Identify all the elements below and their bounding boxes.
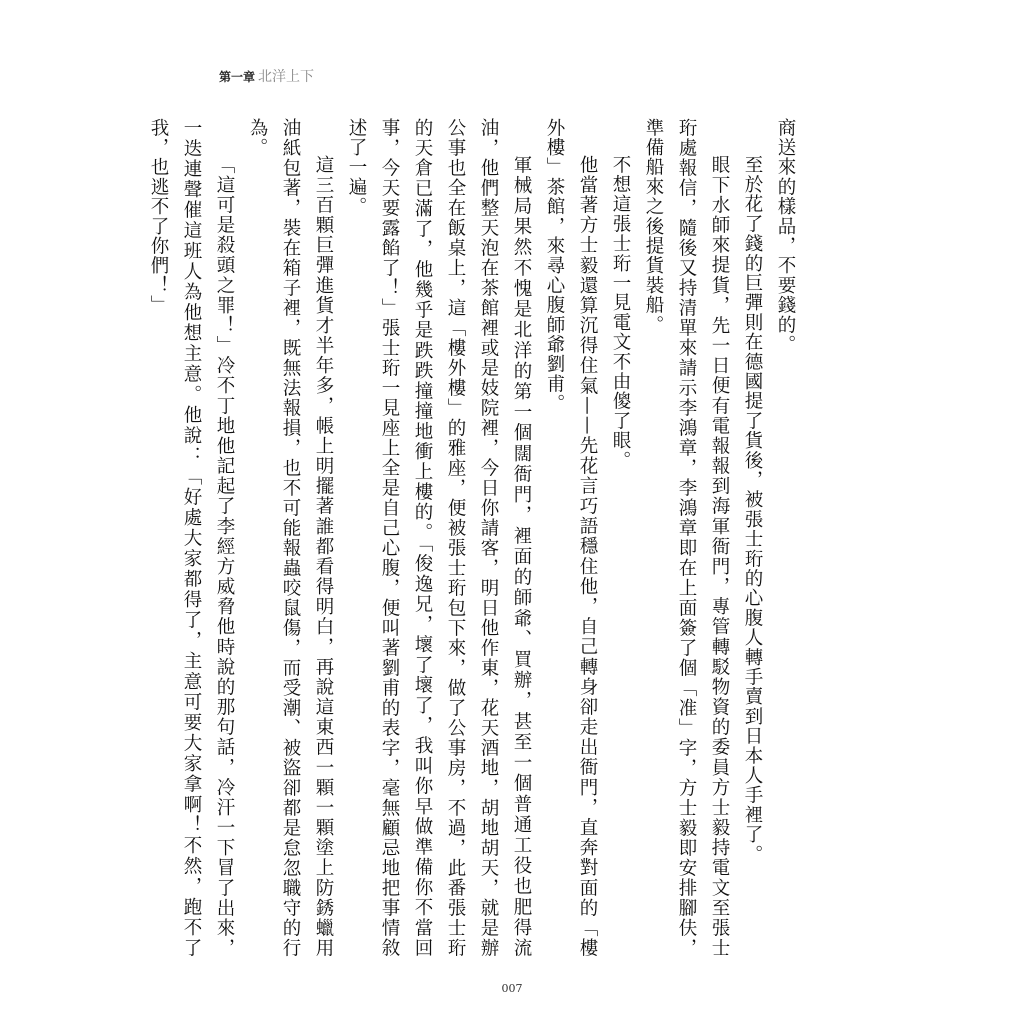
paragraph: 不想這張士珩一見電文不由傻了眼。: [610, 155, 631, 471]
page-number: 007: [501, 982, 523, 995]
paragraph: 這三百顆巨彈進貨才半年多，帳上明擺著誰都看得明白，再說這東西一顆一顆塗上防銹蠟用油紙包著，裝在箱子裡，既無法報損，也不可能報蟲咬鼠傷，而受潮、被盜卻都是怠忽職守的行為。: [247, 118, 334, 958]
running-head: [219, 66, 314, 86]
paragraph: 軍械局果然不愧是北洋的第一個闊衙門，裡面的師爺、買辦，甚至一個普通工役也肥得流油，他們整天泡在茶館裡或是妓院裡，今日你請客，明日他作東，花天酒地，胡地胡天，就是辦公事也全在飯桌上，這「樓外樓」的雅座，便被張士珩包下來，做了公事房，不過，此番張士珩的天倉已滿了，他幾乎是跌跌撞撞地衝上樓的。「俊逸兄，壞了壞了，我叫你早做準備你不當回事，今天要露餡了！」張士珩一見座上全是自己心腹，便叫著劉甫的表字，毫無顧忌地把事情敘述了一遍。: [346, 118, 532, 958]
chapter-title: 北洋上下: [258, 69, 315, 85]
chapter-number: 第一章: [219, 70, 256, 84]
paragraph: 「這可是殺頭之罪！」冷不丁地他記起了李經方威脅他時說的那句話，冷汗一下冒了出來，一迭連聲催這班人為他想主意。他說：「好處大家都得了，主意可要大家拿啊！不然，跑不了我，也逃不了你們！」: [148, 118, 235, 958]
paragraph: 他當著方士毅還算沉得住氣——先花言巧語穩住他，自己轉身卻走出衙門，直奔對面的「樓外樓」茶館，來尋心腹師爺劉甫。: [544, 118, 598, 958]
paragraph: 眼下水師來提貨，先一日便有電報報到海軍衙門，專管轉駁物資的委員方士毅持電文至張士珩處報信，隨後又持清單來請示李鴻章，李鴻章即在上面簽了個「准」字，方士毅即安排腳伕，準備船來之後提貨裝船。: [643, 118, 730, 958]
paragraph: 至於花了錢的巨彈則在德國提了貨後，被張士珩的心腹人轉手賣到日本人手裡了。: [742, 155, 763, 865]
body-text: [142, 118, 802, 958]
paragraph: 商送來的樣品，不要錢的。: [775, 118, 796, 355]
